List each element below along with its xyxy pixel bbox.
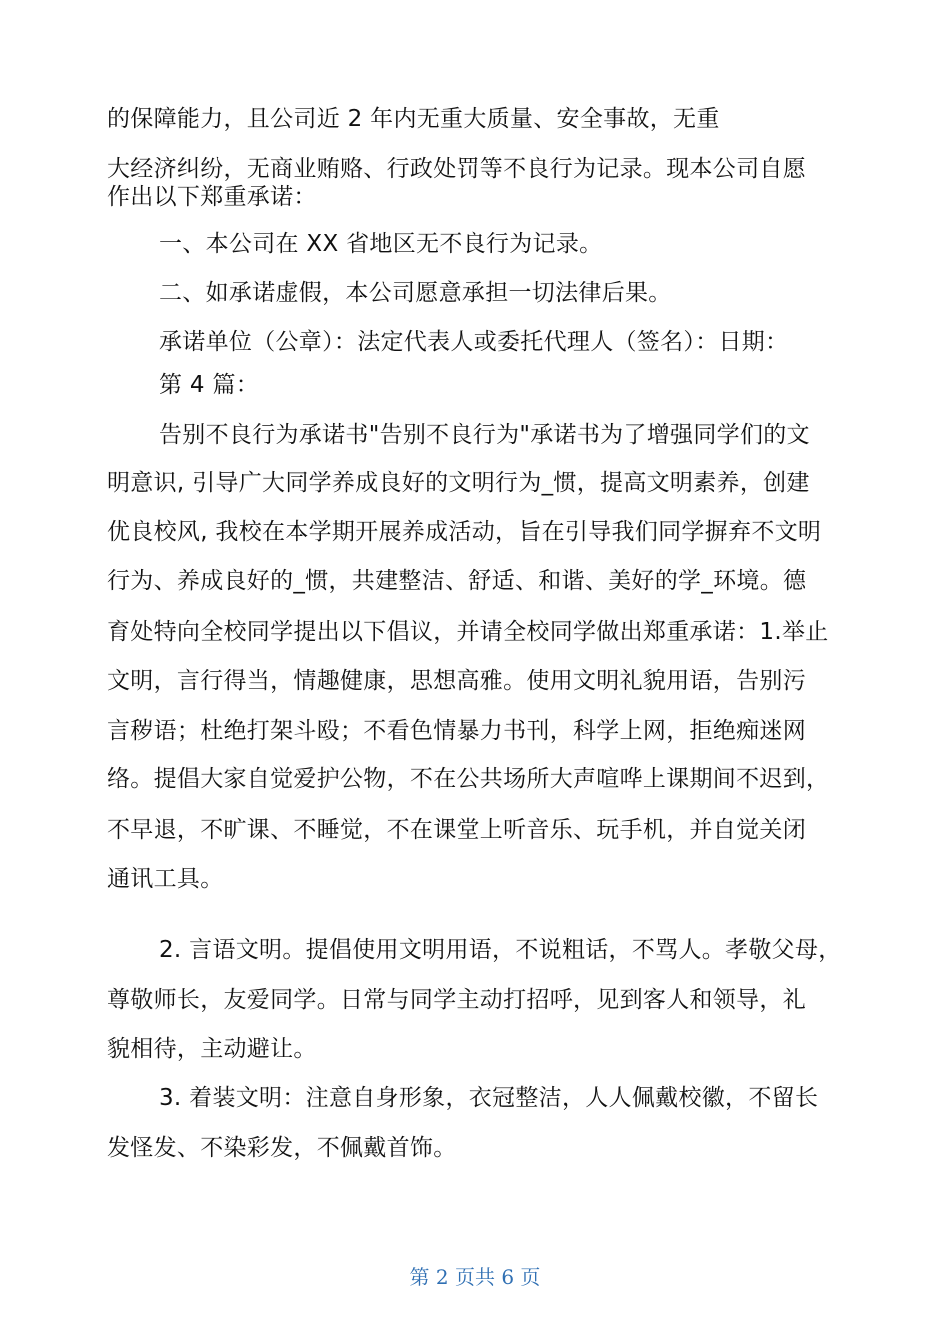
text-line-18: 2. 言语文明。提倡使用文明用语，不说粗话，不骂人。孝敬父母， (159, 937, 842, 963)
text-line-3: 作出以下郑重承诺： (107, 184, 317, 210)
text-line-10: 优良校风, 我校在本学期开展养成活动，旨在引导我们同学摒弃不文明 (107, 519, 822, 545)
text-line-22: 发怪发、不染彩发，不佩戴首饰。 (107, 1135, 457, 1161)
text-line-13: 文明，言行得当，情趣健康，思想高雅。使用文明礼貌用语，告别污 (107, 668, 806, 694)
text-line-16: 不早退，不旷课、不睡觉，不在课堂上听音乐、玩手机，并自觉关闭 (107, 817, 806, 843)
commitment-item-1: 一、本公司在 XX 省地区无不良行为记录。 (159, 231, 603, 257)
text-line-9: 明意识, 引导广大同学养成良好的文明行为_惯，提高文明素养，创建 (107, 470, 810, 496)
text-line-21: 3. 着装文明：注意自身形象，衣冠整洁，人人佩戴校徽，不留长 (159, 1085, 819, 1111)
text-line-19: 尊敬师长，友爱同学。日常与同学主动打招呼，见到客人和领导，礼 (107, 987, 806, 1013)
section-heading: 第 4 篇： (159, 372, 260, 398)
text-line-8: 告别不良行为承诺书"告别不良行为"承诺书为了增强同学们的文 (159, 422, 810, 448)
page-number-footer: 第 2 页共 6 页 (409, 1265, 541, 1289)
text-line-12: 育处特向全校同学提出以下倡议，并请全校同学做出郑重承诺：1.举止 (107, 619, 829, 645)
text-line-14: 言秽语；杜绝打架斗殴；不看色情暴力书刊，科学上网，拒绝痴迷网 (107, 718, 806, 744)
text-line-17: 通讯工具。 (107, 866, 224, 892)
text-line-11: 行为、养成良好的_惯，共建整洁、舒适、和谐、美好的学_环境。德 (107, 568, 807, 594)
text-line-20: 貌相待，主动避让。 (107, 1036, 317, 1062)
text-line-15: 络。提倡大家自觉爱护公物，不在公共场所大声喧哗上课期间不迟到， (107, 766, 830, 792)
text-line-1: 的保障能力，且公司近 2 年内无重大质量、安全事故，无重 (107, 106, 720, 132)
signature-line: 承诺单位（公章）：法定代表人或委托代理人（签名）：日期： (159, 329, 789, 355)
text-line-2: 大经济纠纷，无商业贿赂、行政处罚等不良行为记录。现本公司自愿 (107, 156, 806, 182)
commitment-item-2: 二、如承诺虚假，本公司愿意承担一切法律后果。 (159, 280, 672, 306)
